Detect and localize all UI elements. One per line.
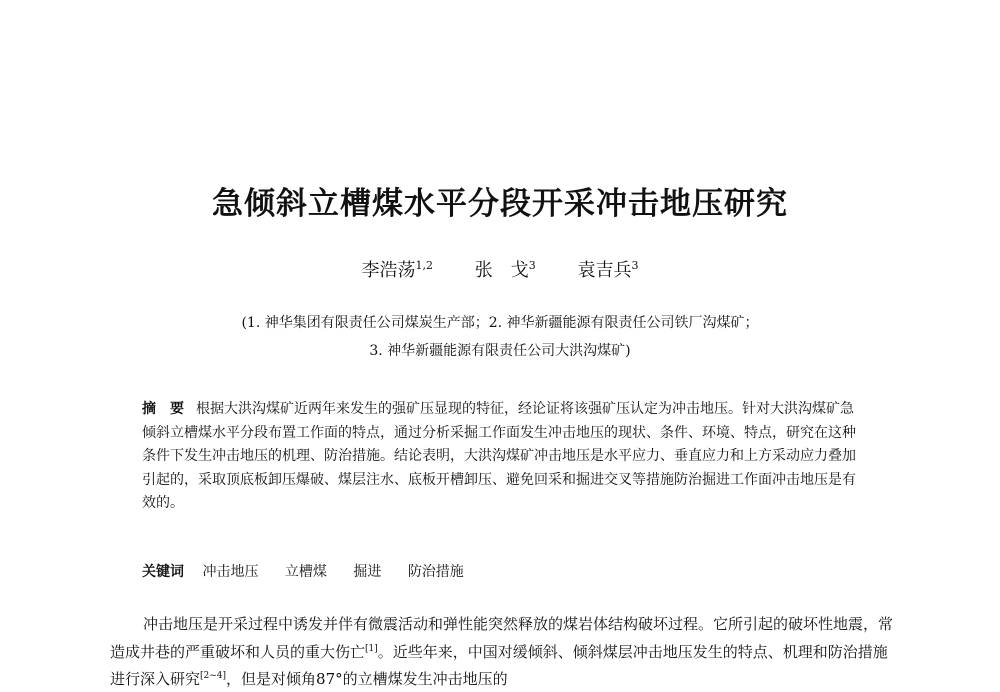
keyword: 掘进	[353, 564, 382, 580]
author	[475, 260, 536, 281]
affiliation-line: (1. 神华集团有限责任公司煤炭生产部；2. 神华新疆能源有限责任公司铁厂沟煤矿；	[241, 315, 759, 331]
citation[interactable]: [2~4]	[200, 671, 227, 681]
keyword: 立槽煤	[284, 564, 327, 580]
keywords	[142, 561, 486, 581]
author	[577, 260, 638, 281]
body-paragraph	[110, 612, 895, 692]
author	[362, 260, 434, 281]
author-affiliation-mark: 3	[528, 259, 536, 272]
author-name: 张 戈	[474, 260, 529, 281]
keyword: 冲击地压	[202, 564, 259, 580]
affiliation-line: 3. 神华新疆能源有限责任公司大洪沟煤矿)	[369, 343, 631, 359]
author-list	[0, 256, 1000, 282]
citation[interactable]: [1]	[365, 643, 378, 654]
abstract-label: 摘 要	[142, 401, 184, 417]
author-affiliation-mark: 1,2	[415, 259, 434, 272]
body-text: 冲击地压是开采过程中诱发并伴有微震活动和弹性能突然释放的煤岩体结构破坏过程。它所引起的破坏性地震，常造成井巷的严重破坏和人员的重大伤亡	[110, 615, 894, 661]
body-text: ，但是对倾角87°的立槽煤发生冲击地压的	[226, 670, 508, 688]
abstract	[142, 398, 862, 516]
keywords-label: 关键词	[142, 564, 184, 580]
paper-title: 急倾斜立槽煤水平分段开采冲击地压研究	[212, 186, 788, 222]
author-affiliation-mark: 3	[631, 259, 639, 272]
abstract-text: 根据大洪沟煤矿近两年来发生的强矿压显现的特征，经论证将该强矿压认定为冲击地压。针对大洪沟煤矿急倾斜立槽煤水平分段布置工作面的特点，通过分析采掘工作面发生冲击地压的现状、条件、环境、特点，研究在这种条件下发生冲击地压的机理、防治措施。结论表明，大洪沟煤矿冲击地压是水平应力、垂直应力和上方采动应力叠加引起的，采取顶底板卸压爆破、煤层注水、底板开槽卸压、避免回采和掘进交叉等措施防治掘进工作面冲击地压是有效的。	[142, 401, 856, 511]
body-text: 。近些年来，中国对缓倾斜、倾斜煤层冲击地压发生的特点、机理和防治措施进行深入研究	[110, 642, 888, 688]
keyword: 防治措施	[407, 564, 464, 580]
author-name: 袁吉兵	[577, 260, 632, 281]
author-name: 李浩荡	[361, 260, 416, 281]
